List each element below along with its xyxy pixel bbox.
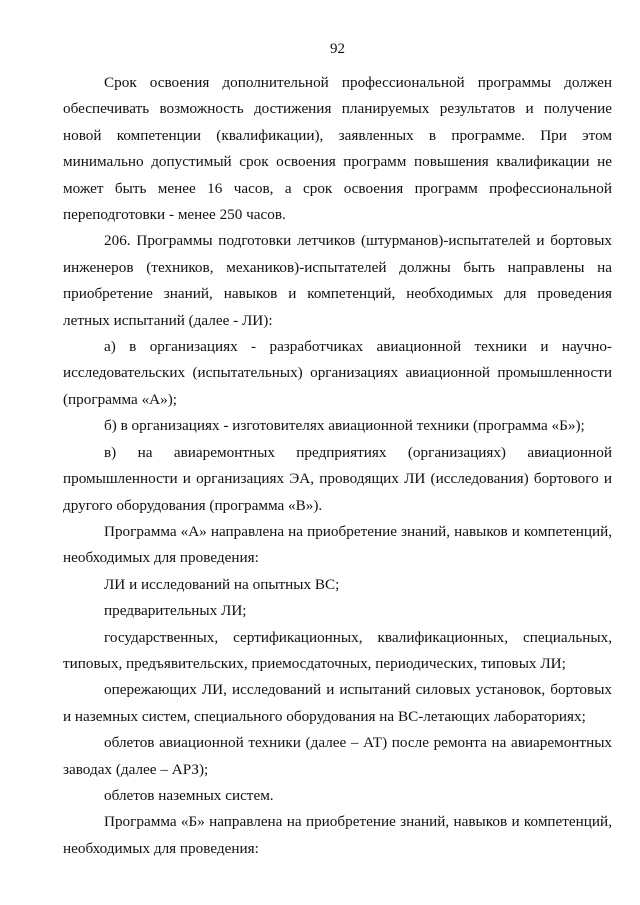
paragraph-program-b: Программа «Б» направлена на приобретение знаний, навыков и компетенций, необходимых для проведения: — [63, 813, 612, 857]
program-a-item-5: облетов авиационной техники (далее – АТ) после ремонта на авиаремонтных заводах (далее – АРЗ); — [63, 734, 612, 778]
program-a-item-4: опережающих ЛИ, исследований и испытаний силовых установок, бортовых и наземных систем, специального оборудования на ВС-летающих лабораториях; — [63, 681, 612, 725]
document-body — [63, 70, 612, 862]
list-item-a: а) в организациях - разработчиках авиационной техники и научно-исследовательских (испытательных) организациях авиационной промышленности (программа «А»); — [63, 338, 612, 408]
list-item-b: б) в организациях - изготовителях авиационной техники (программа «Б»); — [104, 417, 585, 435]
program-a-item-6: облетов наземных систем. — [104, 786, 274, 804]
page-number: 92 — [330, 41, 345, 57]
program-a-item-3: государственных, сертификационных, квалификационных, специальных, типовых, предъявительских, приемосдаточных, периодических, типовых ЛИ; — [63, 628, 612, 672]
paragraph-program-a: Программа «А» направлена на приобретение знаний, навыков и компетенций, необходимых для проведения: — [63, 522, 612, 567]
program-a-item-2: предварительных ЛИ; — [104, 602, 247, 620]
list-item-v: в) на авиаремонтных предприятиях (организациях) авиационной промышленности и организациях ЭА, проводящих ЛИ (исследования) бортового и другого оборудования (программа «В»). — [63, 443, 612, 514]
paragraph-training-duration: Срок освоения дополнительной профессиональной программы должен обеспечивать возможность достижения планируемых результатов и получение новой компетенции (квалификации), заявленных в программе. При этом минимально допустимый срок освоения программ повышения квалификации не может быть менее 16 часов, а срок освоения программ профессиональной переподготовки - менее 250 часов. — [63, 74, 612, 224]
program-a-item-1: ЛИ и исследований на опытных ВС; — [104, 575, 340, 593]
paragraph-206: 206. Программы подготовки летчиков (штурманов)-испытателей и бортовых инженеров (техников, механиков)-испытателей должны быть направлены на приобретение знаний, навыков и компетенций, необходимых для проведения летных испытаний (далее - ЛИ): — [63, 232, 612, 329]
